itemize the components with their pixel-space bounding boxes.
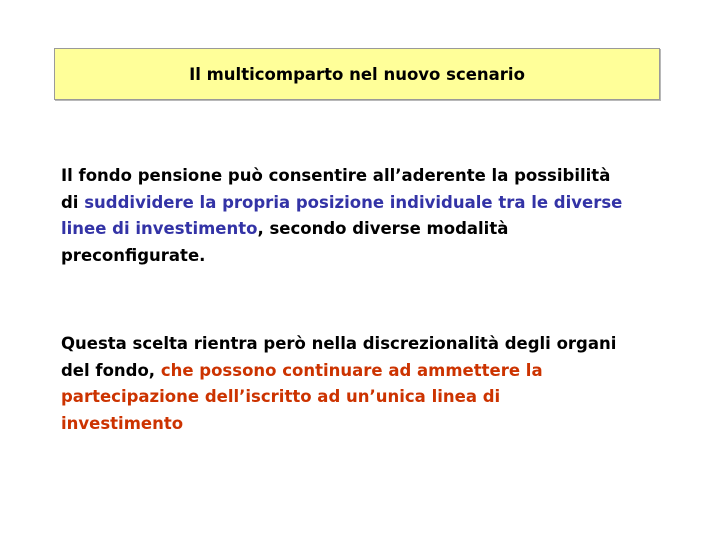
text-run: Questa scelta rientra però nella discrezionalità degli organi: [61, 334, 617, 353]
emphasis-red-text: investimento: [61, 413, 184, 433]
emphasis-blue-text: suddividere la propria posizione individuale tra le diverse: [84, 192, 623, 212]
paragraph-1-line-3: [61, 216, 671, 243]
text-run: Il fondo pensione può consentire all’aderente la possibilità: [61, 166, 611, 185]
paragraph-2-line-3: [61, 384, 671, 411]
emphasis-red-text: partecipazione dell’iscritto ad un’unica linea di: [61, 387, 501, 406]
text-run: del fondo,: [61, 360, 161, 380]
paragraph-2-line-2: [61, 358, 671, 385]
emphasis-red-text: che possono continuare ad ammettere la: [160, 360, 543, 380]
paragraph-2-line-1: [61, 331, 671, 358]
title-box: [54, 48, 660, 100]
paragraph-1: [61, 163, 671, 269]
paragraph-1-line-1: [61, 163, 671, 190]
slide-title: Il multicomparto nel nuovo scenario: [189, 64, 525, 84]
emphasis-blue-text: linee di investimento: [61, 219, 258, 238]
paragraph-1-line-2: [61, 190, 671, 217]
text-run: preconfigurate.: [61, 245, 206, 265]
paragraph-1-line-4: [61, 243, 671, 270]
text-run: , secondo diverse modalità: [257, 219, 509, 238]
paragraph-2-line-4: [61, 411, 671, 438]
text-run: di: [61, 192, 85, 212]
paragraph-2: [61, 331, 671, 437]
